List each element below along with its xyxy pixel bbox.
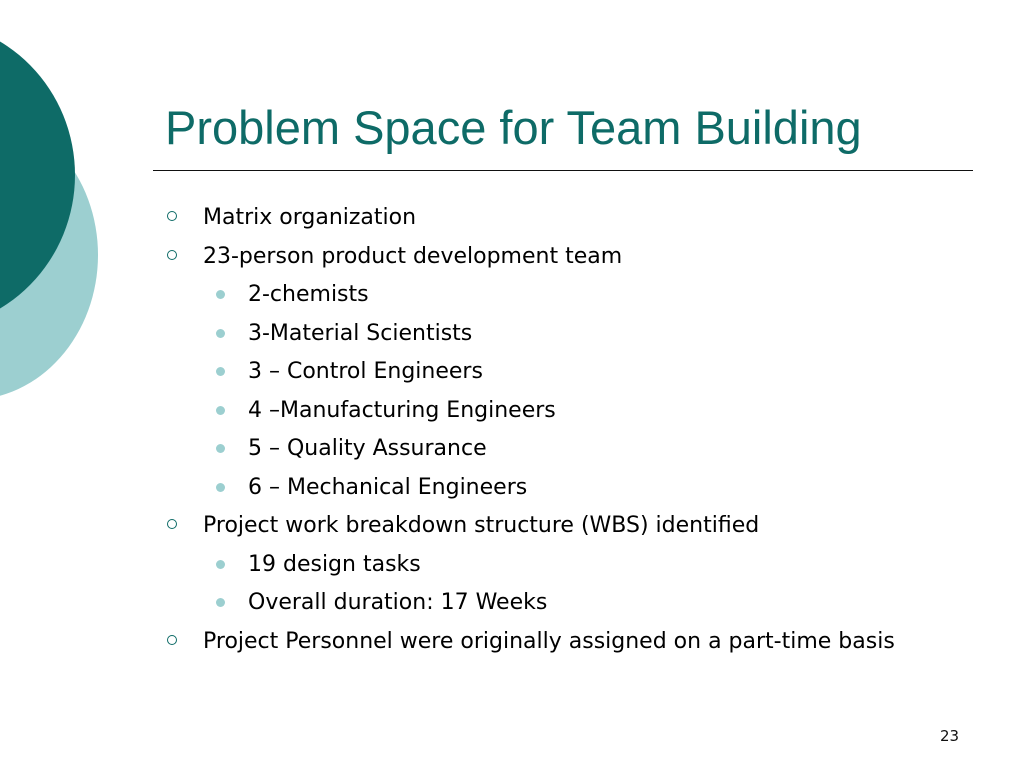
list-item bbox=[160, 244, 960, 269]
list-item-text: Matrix organization bbox=[203, 205, 417, 230]
filled-dot-bullet-icon bbox=[216, 329, 225, 338]
bullet-list bbox=[160, 205, 960, 667]
list-item-text: 23-person product development team bbox=[203, 243, 623, 269]
list-item bbox=[160, 205, 960, 230]
list-item-text: 3-Material Scientists bbox=[248, 320, 473, 346]
list-item bbox=[160, 359, 960, 384]
page-number: 23 bbox=[940, 727, 960, 745]
filled-dot-bullet-icon bbox=[216, 406, 225, 415]
filled-dot-bullet-icon bbox=[216, 560, 225, 569]
list-item bbox=[160, 436, 960, 461]
list-item-text: Project work breakdown structure (WBS) identified bbox=[203, 513, 760, 538]
slide-title: Problem Space for Team Building bbox=[165, 101, 862, 154]
title-divider bbox=[153, 170, 973, 171]
list-item-text: 4 –Manufacturing Engineers bbox=[248, 397, 556, 423]
filled-dot-bullet-icon bbox=[216, 367, 225, 376]
list-item bbox=[160, 513, 960, 538]
list-item-text: Overall duration: 17 Weeks bbox=[248, 590, 548, 615]
filled-dot-bullet-icon bbox=[216, 598, 225, 607]
hollow-circle-bullet-icon bbox=[167, 635, 177, 645]
list-item bbox=[160, 282, 960, 307]
list-item bbox=[160, 590, 960, 615]
list-item-text: 6 – Mechanical Engineers bbox=[248, 474, 528, 500]
list-item bbox=[160, 475, 960, 500]
filled-dot-bullet-icon bbox=[216, 483, 225, 492]
list-item-text: 5 – Quality Assurance bbox=[248, 436, 487, 461]
list-item bbox=[160, 321, 960, 346]
list-item bbox=[160, 629, 960, 654]
hollow-circle-bullet-icon bbox=[167, 211, 177, 221]
list-item bbox=[160, 398, 960, 423]
list-item bbox=[160, 552, 960, 577]
list-item-text: 2-chemists bbox=[248, 282, 369, 307]
list-item-text: 3 – Control Engineers bbox=[248, 359, 483, 384]
list-item-text: Project Personnel were originally assigned on a part-time basis bbox=[203, 628, 895, 654]
hollow-circle-bullet-icon bbox=[167, 250, 177, 260]
filled-dot-bullet-icon bbox=[216, 444, 225, 453]
list-item-text: 19 design tasks bbox=[248, 551, 421, 577]
filled-dot-bullet-icon bbox=[216, 290, 225, 299]
hollow-circle-bullet-icon bbox=[167, 519, 177, 529]
